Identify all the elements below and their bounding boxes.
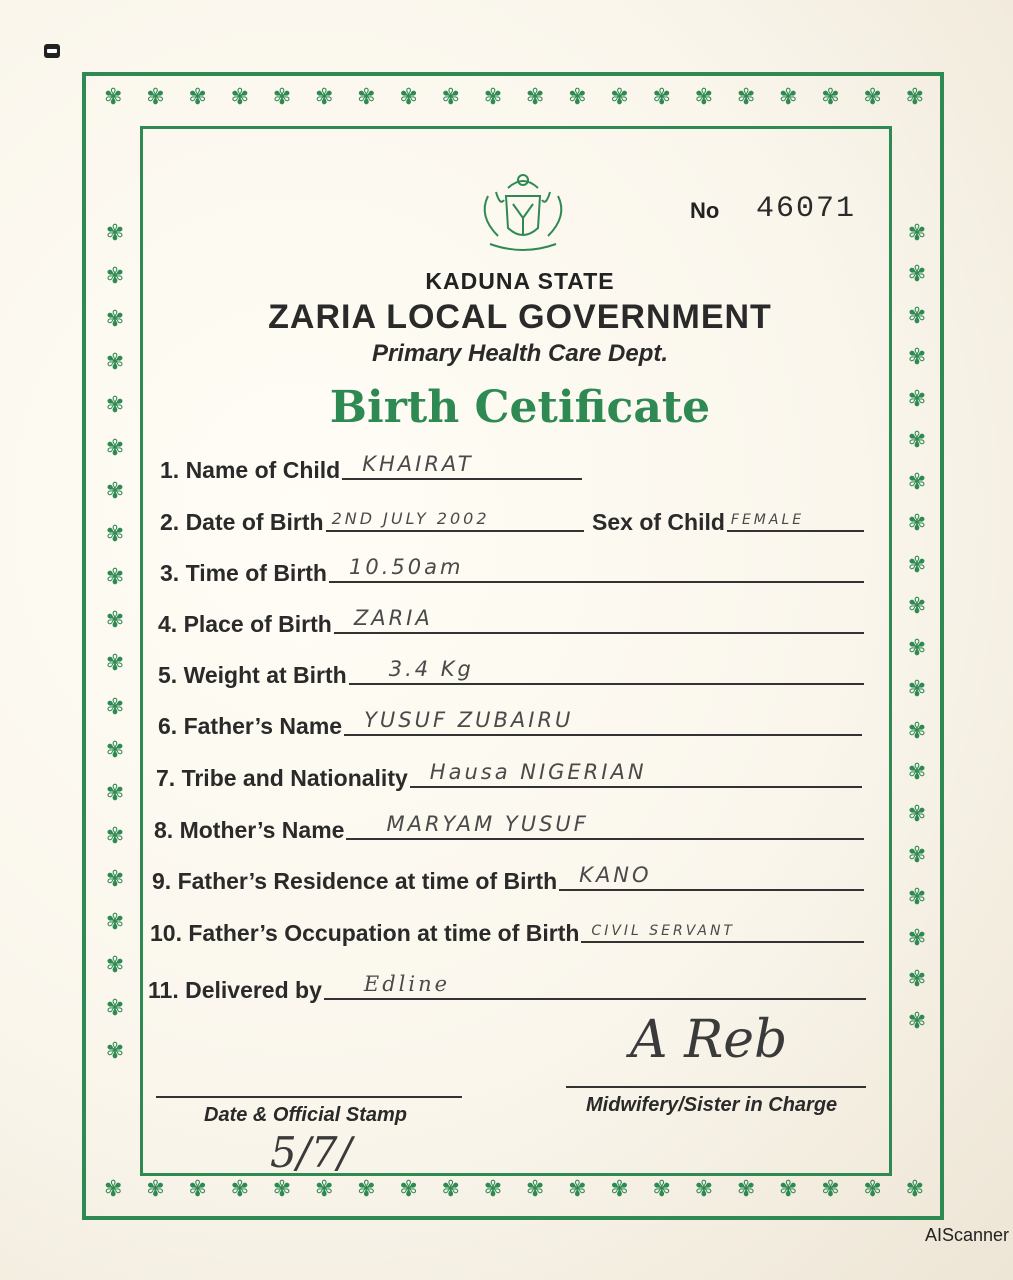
field-line bbox=[727, 502, 864, 532]
field-value: CIVIL SERVANT bbox=[591, 923, 735, 939]
right-flower-border: ✾ ✾ ✾ ✾ ✾ ✾ ✾ ✾ ✾ ✾ ✾ ✾ ✾ ✾ ✾ ✾ ✾ ✾ ✾ ✾ bbox=[907, 220, 927, 1033]
top-flower-border: ✾ ✾ ✾ ✾ ✾ ✾ ✾ ✾ ✾ ✾ ✾ ✾ ✾ ✾ ✾ ✾ ✾ ✾ ✾ ✾ bbox=[104, 84, 924, 109]
field-line bbox=[346, 810, 864, 840]
field-label: 9. Father’s Residence at time of Birth bbox=[152, 868, 558, 894]
bottom-flower-border: ✾ ✾ ✾ ✾ ✾ ✾ ✾ ✾ ✾ ✾ ✾ ✾ ✾ ✾ ✾ ✾ ✾ ✾ ✾ ✾ bbox=[104, 1176, 924, 1201]
field-label: 5. Weight at Birth bbox=[158, 662, 347, 688]
coat-of-arms-icon bbox=[468, 166, 578, 256]
field-label: 10. Father’s Occupation at time of Birth bbox=[150, 920, 580, 946]
field-label: 1. Name of Child bbox=[160, 457, 341, 483]
field-line bbox=[349, 655, 864, 685]
field-line bbox=[344, 706, 862, 736]
state-heading: KADUNA STATE bbox=[425, 268, 615, 294]
field-value: 3.4 Kg bbox=[388, 657, 474, 681]
midwife-signature-line bbox=[566, 1086, 866, 1088]
field-line bbox=[410, 758, 862, 788]
field-fathers-name bbox=[158, 706, 862, 740]
field-line bbox=[581, 913, 864, 943]
field-line bbox=[326, 502, 584, 532]
field-line bbox=[342, 450, 582, 480]
field-fathers-occupation bbox=[150, 913, 864, 947]
field-date-of-birth bbox=[160, 502, 584, 536]
field-value: ZARIA bbox=[353, 606, 433, 630]
field-label: 7. Tribe and Nationality bbox=[156, 765, 408, 791]
field-value: YUSUF ZUBAIRU bbox=[364, 708, 574, 732]
field-sex-of-child bbox=[592, 502, 864, 536]
field-mothers-name bbox=[154, 810, 864, 844]
field-line bbox=[559, 861, 864, 891]
field-value: KHAIRAT bbox=[362, 452, 474, 476]
midwife-label: Midwifery/Sister in Charge bbox=[586, 1094, 838, 1116]
field-time-of-birth bbox=[160, 553, 864, 587]
field-label: 8. Mother’s Name bbox=[154, 817, 345, 843]
field-label: 6. Father’s Name bbox=[158, 713, 343, 739]
field-label: 11. Delivered by bbox=[148, 977, 322, 1003]
field-place-of-birth bbox=[158, 604, 864, 638]
field-label: 4. Place of Birth bbox=[158, 611, 332, 637]
field-line bbox=[334, 604, 864, 634]
field-label: 2. Date of Birth bbox=[160, 509, 324, 535]
field-value: KANO bbox=[579, 863, 652, 887]
field-fathers-residence bbox=[152, 861, 864, 895]
field-name-of-child bbox=[160, 450, 582, 484]
certificate-number-label: No bbox=[690, 198, 720, 223]
department-heading: Primary Health Care Dept. bbox=[371, 340, 669, 367]
certificate-number: 46071 bbox=[756, 192, 857, 226]
field-value: 2ND JULY 2002 bbox=[331, 509, 490, 528]
field-value: Hausa NIGERIAN bbox=[429, 760, 647, 784]
scanner-app-icon bbox=[44, 44, 60, 58]
field-label: Sex of Child bbox=[592, 509, 725, 535]
field-line bbox=[324, 970, 866, 1000]
field-tribe-nationality bbox=[156, 758, 862, 792]
field-delivered-by bbox=[148, 970, 866, 1004]
field-value: MARYAM YUSUF bbox=[386, 812, 589, 836]
stamp-label: Date & Official Stamp bbox=[204, 1104, 408, 1126]
local-government-heading: ZARIA LOCAL GOVERNMENT bbox=[268, 298, 772, 336]
left-flower-border: ✾ ✾ ✾ ✾ ✾ ✾ ✾ ✾ ✾ ✾ ✾ ✾ ✾ ✾ ✾ ✾ ✾ ✾ ✾ ✾ bbox=[105, 220, 125, 1063]
scanner-watermark: AIScanner bbox=[924, 1225, 1009, 1245]
stamp-date: 5/7/ bbox=[270, 1128, 352, 1177]
midwife-signature: A Reb bbox=[630, 1010, 788, 1070]
field-value: FEMALE bbox=[730, 512, 805, 528]
field-weight-at-birth bbox=[158, 655, 864, 689]
field-line bbox=[329, 553, 864, 583]
field-label: 3. Time of Birth bbox=[160, 560, 327, 586]
field-value: 10.50am bbox=[349, 555, 464, 579]
field-value: Edline bbox=[363, 972, 451, 996]
certificate-title: Birth Cetificate bbox=[329, 382, 711, 433]
stamp-signature-line bbox=[156, 1096, 462, 1098]
